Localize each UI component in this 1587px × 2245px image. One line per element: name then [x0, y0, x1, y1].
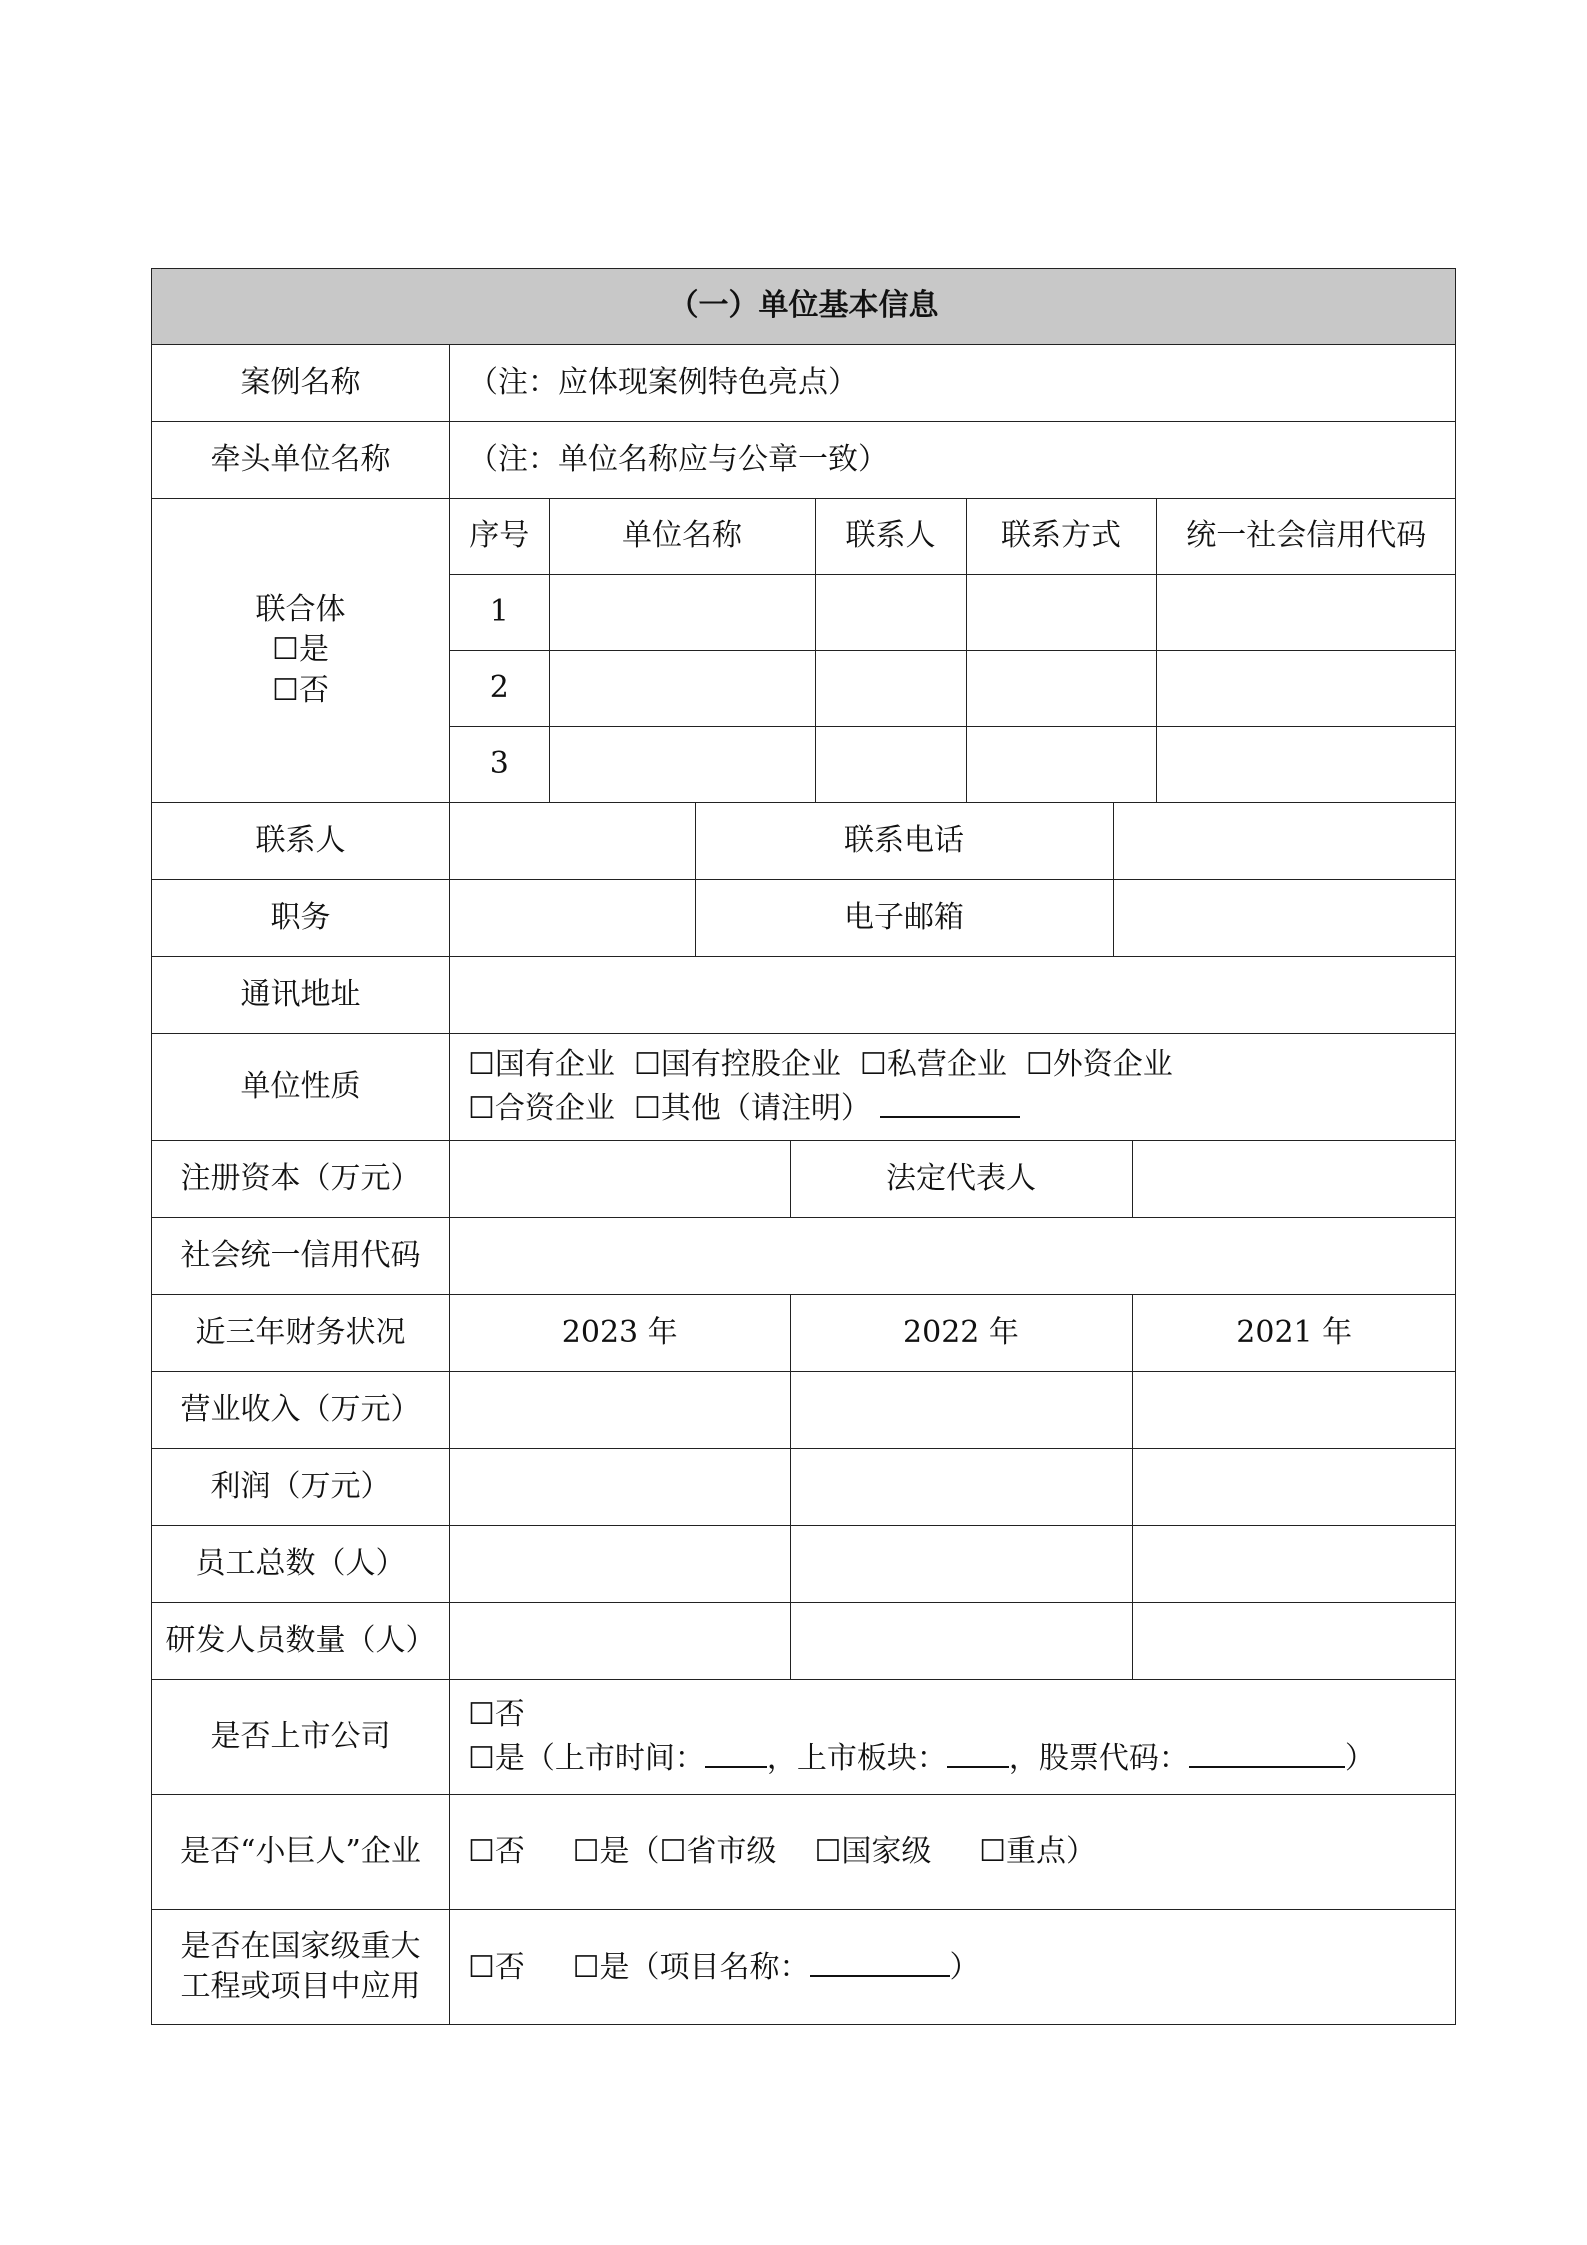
profit-label: 利润（万元） [152, 1449, 450, 1526]
consortium-label-cell [152, 499, 450, 803]
capital-field[interactable] [450, 1141, 790, 1217]
profit-2022-field[interactable] [790, 1449, 1132, 1525]
legal-rep-field[interactable] [1132, 1141, 1456, 1217]
nature-options-line1[interactable]: ☐国有企业 ☐国有控股企业 ☐私营企业 ☐外资企业 [468, 1047, 1173, 1082]
table-row [450, 651, 1456, 727]
giant-options[interactable]: ☐否 ☐是（☐省市级 ☐国家级 ☐重点） [450, 1795, 1456, 1910]
position-row-split [450, 880, 1456, 956]
national-no-checkbox[interactable]: ☐否 [468, 1950, 525, 1986]
finance-label: 近三年财务状况 [152, 1295, 450, 1372]
table-row [450, 727, 1456, 803]
listed-label: 是否上市公司 [152, 1680, 450, 1795]
case-name-note: （注：应体现案例特色亮点） [468, 364, 858, 400]
lead-unit-note: （注：单位名称应与公章一致） [468, 441, 888, 477]
col-header-unit: 单位名称 [549, 499, 815, 575]
listing-board-label: ，上市板块： [766, 1740, 947, 1776]
contact-method-field[interactable] [966, 727, 1156, 803]
employees-2023-field[interactable] [450, 1526, 790, 1602]
position-label: 职务 [152, 880, 450, 957]
year-2022: 2022 年 [790, 1295, 1132, 1371]
listing-time-blank[interactable] [705, 1736, 767, 1768]
credit-code-field[interactable] [1156, 727, 1456, 803]
national-close: ） [949, 1950, 980, 1986]
row-seq: 2 [450, 651, 549, 727]
contact-field[interactable] [815, 727, 966, 803]
credit-code-field[interactable] [450, 1218, 1456, 1295]
email-label: 电子邮箱 [695, 880, 1113, 956]
nature-label: 单位性质 [152, 1034, 450, 1141]
contact-method-field[interactable] [966, 575, 1156, 651]
finance-years [450, 1295, 1456, 1371]
unit-name-field[interactable] [549, 575, 815, 651]
revenue-cells [450, 1372, 1456, 1448]
revenue-2023-field[interactable] [450, 1372, 790, 1448]
row-seq: 3 [489, 746, 509, 782]
case-name-label: 案例名称 [152, 345, 450, 422]
employees-2022-field[interactable] [790, 1526, 1132, 1602]
revenue-2022-field[interactable] [790, 1372, 1132, 1448]
consortium-yes-checkbox[interactable]: ☐是 [272, 632, 329, 668]
listed-no-checkbox[interactable]: ☐否 [468, 1697, 525, 1732]
consortium-table [450, 499, 1456, 802]
employees-cells [450, 1526, 1456, 1602]
rd-2023-field[interactable] [450, 1603, 790, 1679]
listing-board-blank[interactable] [947, 1736, 1009, 1768]
row-seq: 1 [450, 575, 549, 651]
national-project-label-1: 是否在国家级重大 [180, 1928, 421, 1964]
rd-staff-label: 研发人员数量（人） [152, 1603, 450, 1680]
contact-row-split [450, 803, 1456, 879]
nature-options-line2-wrap [468, 1086, 1455, 1130]
contact-field[interactable] [815, 651, 966, 727]
national-project-options [450, 1910, 1456, 2025]
col-header-credit: 统一社会信用代码 [1156, 499, 1456, 575]
phone-label: 联系电话 [695, 803, 1113, 879]
email-field[interactable] [1113, 880, 1456, 956]
employees-2021-field[interactable] [1132, 1526, 1456, 1602]
case-name-field[interactable] [450, 345, 1456, 422]
nature-options-line2[interactable]: ☐合资企业 ☐其他（请注明） [468, 1090, 871, 1126]
lead-unit-field[interactable] [450, 422, 1456, 499]
nature-other-blank[interactable] [880, 1086, 1020, 1118]
credit-code-label: 社会统一信用代码 [152, 1218, 450, 1295]
capital-label: 注册资本（万元） [152, 1141, 450, 1218]
section-title: （一）单位基本信息 [152, 269, 1456, 345]
contact-label: 联系人 [152, 803, 450, 880]
unit-name-field[interactable] [549, 727, 815, 803]
phone-field[interactable] [1113, 803, 1456, 879]
stock-code-blank[interactable] [1189, 1736, 1345, 1768]
rd-staff-cells [450, 1603, 1456, 1679]
consortium-header-row [450, 499, 1456, 575]
rd-2022-field[interactable] [790, 1603, 1132, 1679]
col-header-method: 联系方式 [966, 499, 1156, 575]
year-2021: 2021 年 [1132, 1295, 1456, 1371]
address-field[interactable] [450, 957, 1456, 1034]
revenue-label: 营业收入（万元） [152, 1372, 450, 1449]
contact-method-field[interactable] [966, 651, 1156, 727]
contact-field[interactable] [815, 575, 966, 651]
col-header-contact: 联系人 [815, 499, 966, 575]
credit-code-field[interactable] [1156, 651, 1456, 727]
profit-cells [450, 1449, 1456, 1525]
project-name-blank[interactable] [810, 1945, 950, 1977]
national-yes-checkbox[interactable]: ☐是（项目名称： [572, 1950, 810, 1986]
legal-rep-label: 法定代表人 [790, 1141, 1132, 1217]
listed-yes-line [468, 1736, 1455, 1780]
revenue-2021-field[interactable] [1132, 1372, 1456, 1448]
rd-2021-field[interactable] [1132, 1603, 1456, 1679]
position-field[interactable] [450, 880, 695, 956]
consortium-no-checkbox[interactable]: ☐否 [272, 672, 329, 708]
profit-2021-field[interactable] [1132, 1449, 1456, 1525]
listed-close: ） [1344, 1740, 1375, 1776]
capital-row-split [450, 1141, 1456, 1217]
stock-code-label: ，股票代码： [1008, 1740, 1189, 1776]
credit-code-field[interactable] [1156, 575, 1456, 651]
col-header-seq: 序号 [450, 499, 549, 575]
address-label: 通讯地址 [152, 957, 450, 1034]
year-2023: 2023 年 [561, 1314, 678, 1350]
national-project-label-cell [152, 1910, 450, 2025]
giant-label: 是否“小巨人”企业 [152, 1795, 450, 1910]
unit-name-field[interactable] [549, 651, 815, 727]
consortium-label: 联合体 [255, 591, 346, 627]
national-project-label-2: 工程或项目中应用 [180, 1969, 421, 2004]
employees-label: 员工总数（人） [152, 1526, 450, 1603]
table-row [450, 575, 1456, 651]
contact-field[interactable] [450, 803, 695, 879]
listed-yes-checkbox[interactable]: ☐是（上市时间： [468, 1740, 705, 1776]
lead-unit-label: 牵头单位名称 [152, 422, 450, 499]
profit-2023-field[interactable] [450, 1449, 790, 1525]
basic-info-table [151, 268, 1456, 2025]
listed-options [450, 1680, 1456, 1795]
nature-options [450, 1034, 1456, 1141]
